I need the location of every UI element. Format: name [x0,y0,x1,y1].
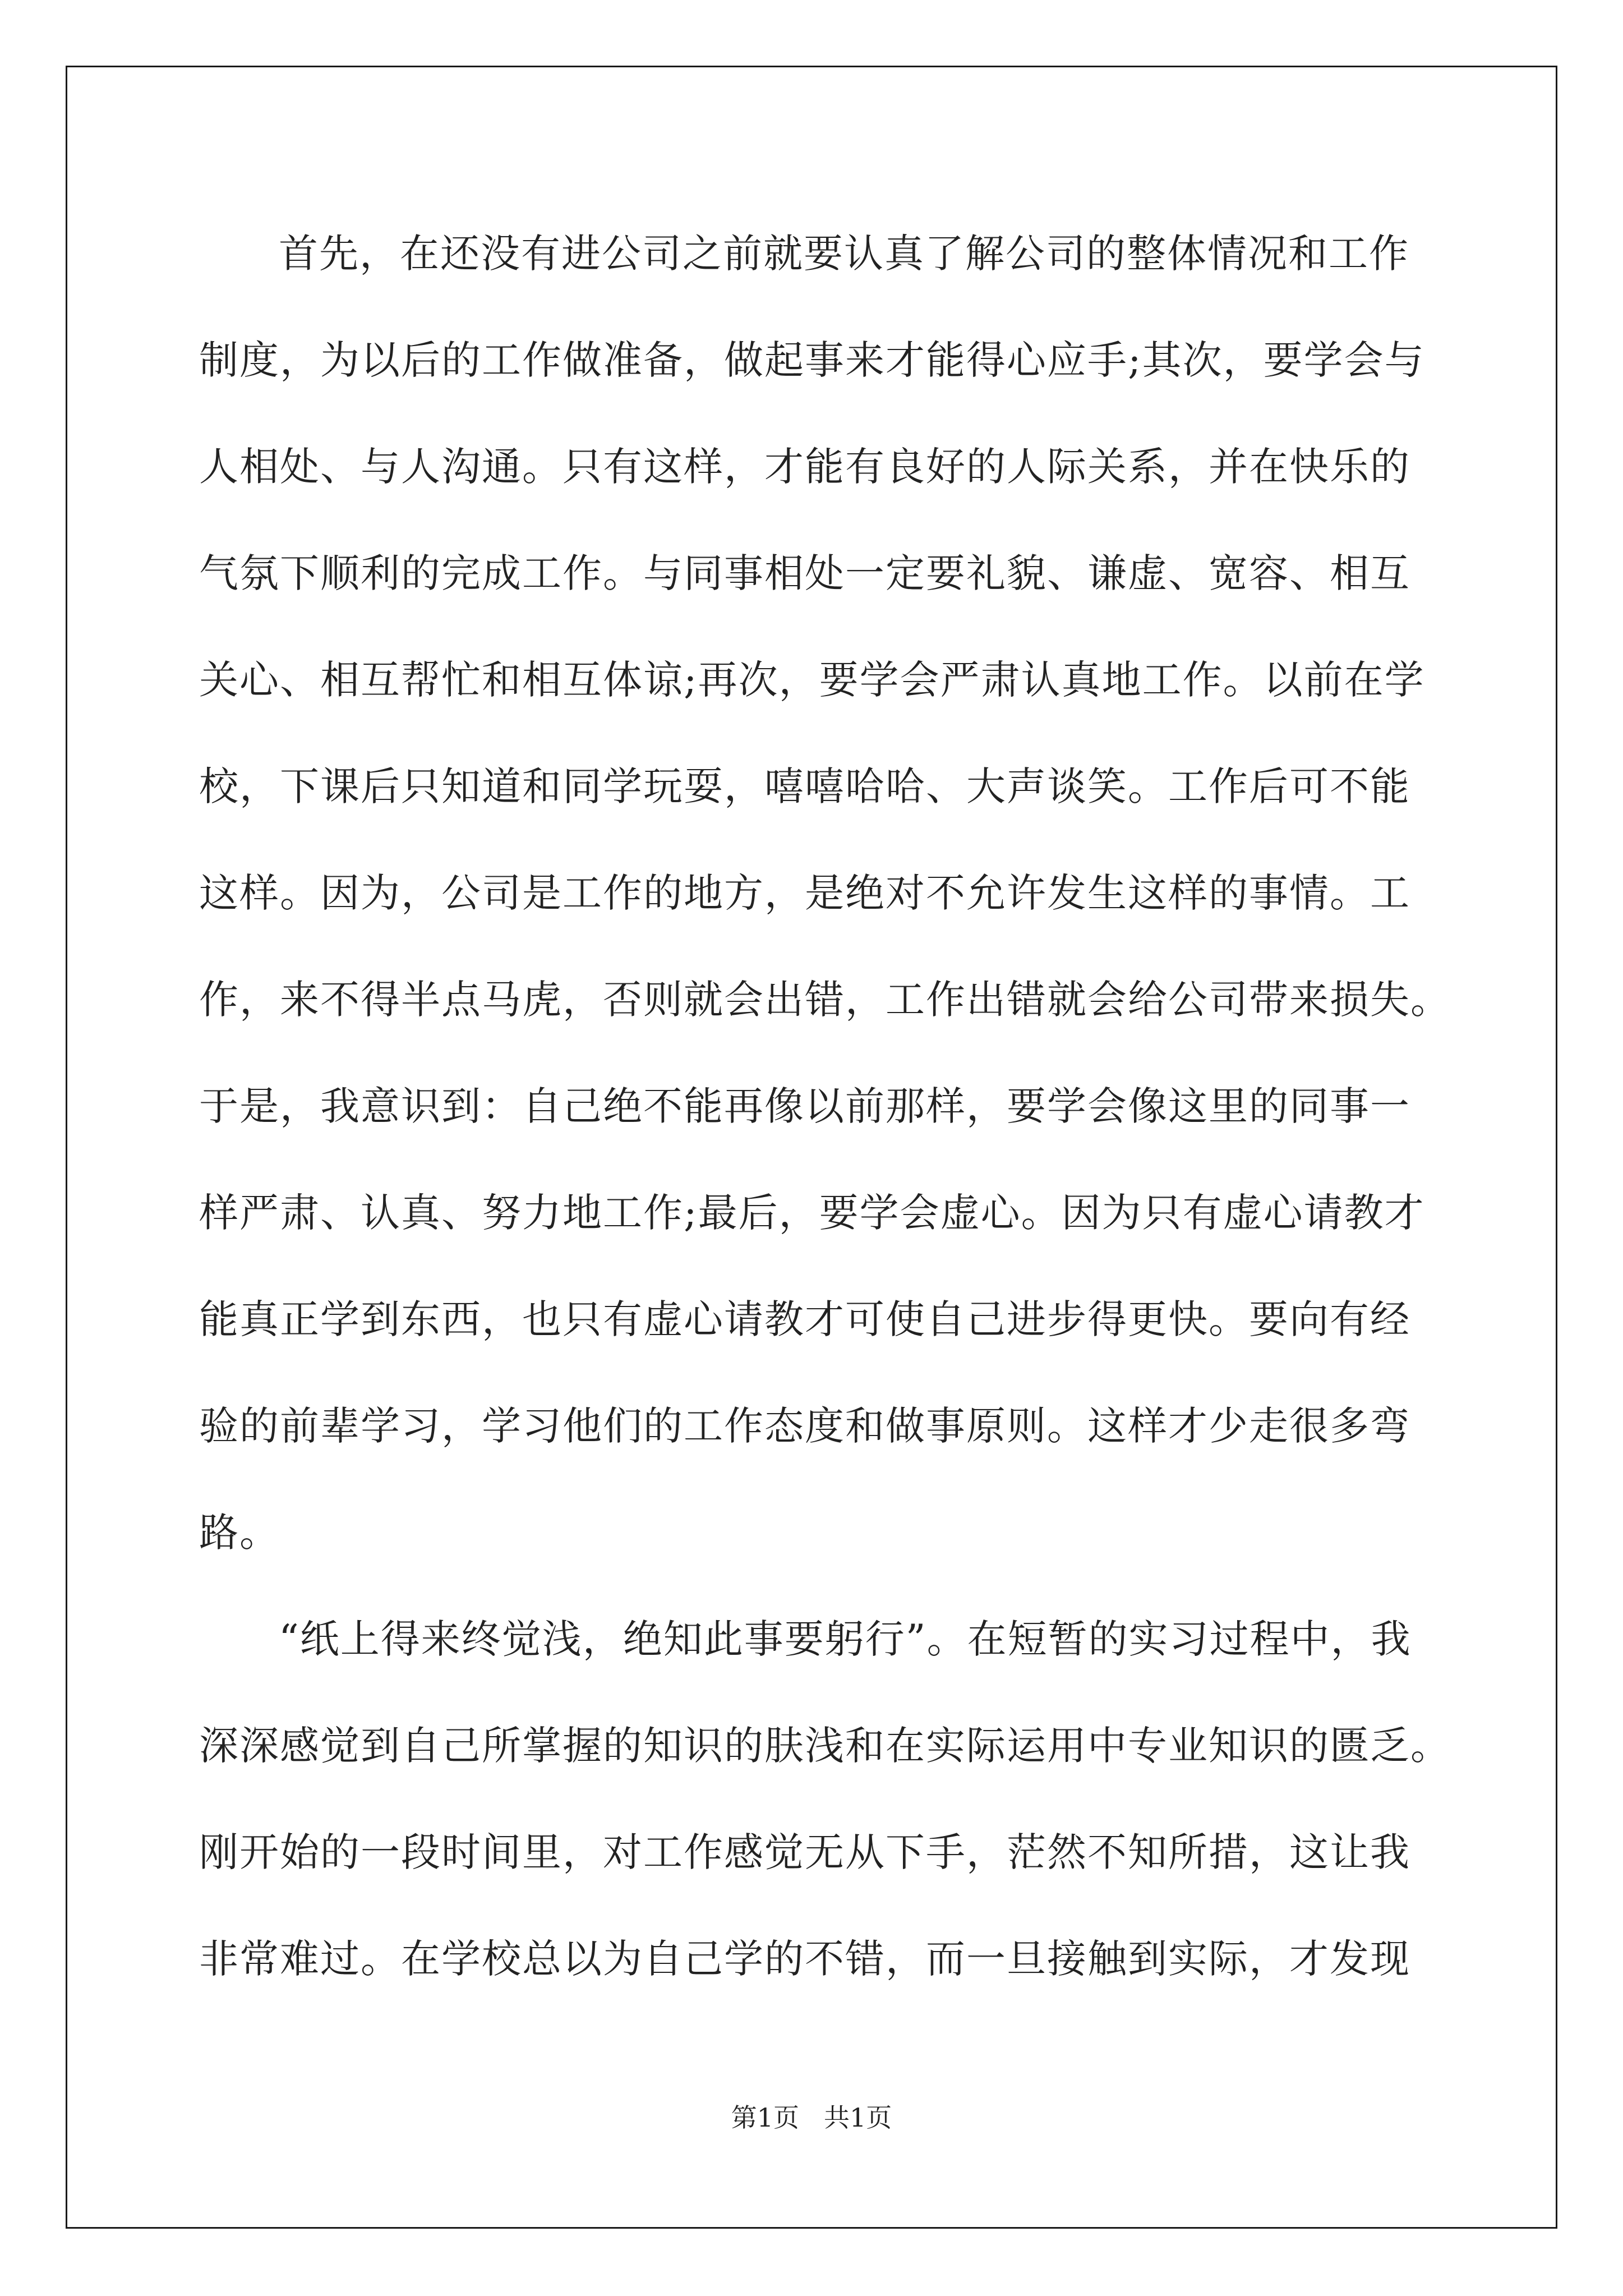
paragraph-line: 气氛下顺利的完成工作。与同事相处一定要礼貌、谦虚、宽容、相互 [199,550,1410,596]
paragraph-line: 路。 [199,1510,280,1556]
paragraph-line: 刚开始的一段时间里，对工作感觉无从下手，茫然不知所措，这让我 [199,1829,1410,1875]
page-footer [0,2101,1623,2134]
paragraph-line: 深深感觉到自己所掌握的知识的肤浅和在实际运用中专业知识的匮乏。 [199,1723,1451,1769]
paragraph-line: 关心、相互帮忙和相互体谅;再次，要学会严肃认真地工作。以前在学 [199,657,1425,703]
paragraph-line: 校，下课后只知道和同学玩耍，嘻嘻哈哈、大声谈笑。工作后可不能 [199,763,1410,809]
paragraph-line: 作，来不得半点马虎，否则就会出错，工作出错就会给公司带来损失。 [199,977,1451,1023]
paragraph-line: 首先，在还没有进公司之前就要认真了解公司的整体情况和工作 [279,231,1409,277]
page-border [66,66,1557,2229]
paragraph-line: 验的前辈学习，学习他们的工作态度和做事原则。这样才少走很多弯 [199,1403,1410,1449]
page-total: 共1页 [823,2102,892,2133]
page-number: 第1页 [731,2102,800,2133]
paragraph-line: 制度，为以后的工作做准备，做起事来才能得心应手;其次，要学会与 [199,337,1425,383]
paragraph-line: 能真正学到东西，也只有虚心请教才可使自己进步得更快。要向有经 [199,1296,1410,1342]
paragraph-line: “纸上得来终觉浅，绝知此事要躬行”。在短暂的实习过程中，我 [279,1616,1412,1662]
paragraph-line: 非常难过。在学校总以为自己学的不错，而一旦接触到实际，才发现 [199,1936,1410,1982]
paragraph-line: 这样。因为，公司是工作的地方，是绝对不允许发生这样的事情。工 [199,870,1410,916]
paragraph-line: 于是，我意识到：自己绝不能再像以前那样，要学会像这里的同事一 [199,1083,1410,1129]
paragraph-line: 样严肃、认真、努力地工作;最后，要学会虚心。因为只有虚心请教才 [199,1190,1425,1236]
paragraph-line: 人相处、与人沟通。只有这样，才能有良好的人际关系，并在快乐的 [199,444,1410,490]
